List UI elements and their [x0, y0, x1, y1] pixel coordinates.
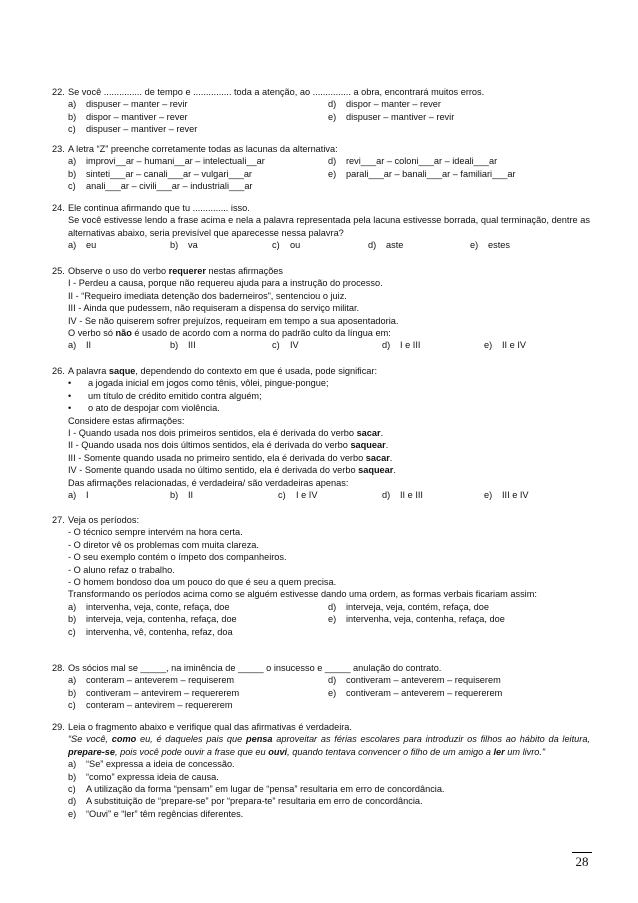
period-line: - O diretor vê os problemas com muita clareza.: [68, 539, 259, 550]
question-28: 28. Os sócios mal se _____, na iminência de _____ o insucesso e _____ anulação do contrato. a) conteram – anteverem – requiserem d) contiveram – anteverem – requiserem b) contiveram – antevirem – requererem e) contiveram – anteverem – requererem c) conteram – antevirem – requererem: [52, 663, 503, 711]
question-stem: Os sócios mal se _____, na iminência de _____ o insucesso e _____ anulação do contrato.: [68, 663, 442, 673]
question-number: 22.: [52, 87, 65, 97]
bullet-icon: •: [68, 403, 72, 414]
question-conclusion: Das afirmações relacionadas, é verdadeira/ são verdadeiras apenas:: [68, 477, 349, 488]
question-23: 23. A letra “Z” preenche corretamente todas as lacunas da alternativa: a) improvi__ar – humani__ar – intelectuali__ar d) revi___ar – coloni___ar – ideali___ar b) sinteti___ar – canali___ar – vulgari___ar e) parali___ar – banali___ar – familiari___ar c) anali___ar – civili___ar – industriali___ar: [52, 144, 516, 192]
question-27: 27. Veja os períodos: - O técnico sempre intervém na hora certa. - O diretor vê os problemas com muita clareza. - O seu exemplo contém o ímpeto dos companheiros. - O aluno refaz o trabalho. - O homem bondoso doa um pouco do que é seu a quem precisa. Transformando os períodos acima como se alguém estivesse dando uma ordem, as formas verbais ficariam assim: a) intervenha, veja, conte, refaça, doe d) interveja, veja, contém, refaça, doe b) interveja, veja, contenha, refaça, doe e) intervenha, veja, contenha, refaça, doe c) intervenha, vê, contenha, refaz, doa: [52, 514, 592, 638]
statement-1: I - Quando usada nos dois primeiros sentidos, ela é derivada do verbo sacar.: [68, 427, 384, 438]
question-paragraph: Se você estivesse lendo a frase acima e nela a palavra representada pela lacuna estivesse borrada, qual terminação, dentre as alternativas abaixo, seria previsível que aparecesse nessa palavra?: [68, 215, 590, 238]
question-number: 25.: [52, 266, 65, 276]
quote-fragment: “Se você, como eu, é daqueles pais que pensa aproveitar as férias escolares para introduzir os filhos ao hábito da leitura, prepare-se, pois você pode ouvir a frase que eu ouvi, quando tentava convencer o filho de um amigo a ler um livro.”: [68, 734, 590, 757]
question-number: 24.: [52, 203, 65, 213]
question-stem: A letra “Z” preenche corretamente todas as lacunas da alternativa:: [68, 144, 338, 154]
statement-1: I - Perdeu a causa, porque não requereu ajuda para a instrução do processo.: [68, 278, 383, 289]
statement-4: IV - Se não quiserem sofrer prejuízos, requeiram em tempo a sua aposentadoria.: [68, 315, 399, 326]
question-number: 23.: [52, 144, 65, 154]
question-conclusion: O verbo só não é usado de acordo com a norma do padrão culto da língua em:: [68, 327, 391, 338]
question-26: 26. A palavra saque, dependendo do contexto em que é usada, pode significar: • a jogada inicial em jogos como tênis, vôlei, pingue-pongue; • um título de crédito emitido contra alguém; • o ato de despojar com violência. Considere estas afirmações: I - Quando usada nos dois primeiros sentidos, ela é derivada do verbo sacar. II - Quando usada nos dois últimos sentidos, ela é derivada do verbo saquear. III - Somente quando usada no primeiro sentido, ela é derivada do verbo sacar. IV - Somente quando usada no último sentido, ela é derivada do verbo saquear. Das afirmações relacionadas, é verdadeira/ são verdadeiras apenas: a) I b) II c) I e IV d) II e III e) III e IV: [52, 366, 529, 500]
question-number: 27.: [52, 515, 65, 525]
question-stem: Leia o fragmento abaixo e verifique qual das afirmativas é verdadeira.: [68, 722, 352, 732]
question-number: 28.: [52, 663, 65, 673]
statement-2: II - “Requeiro imediata detenção dos baderneiros”, sentenciou o juiz.: [68, 290, 347, 301]
bullet-item: um título de crédito emitido contra alguém;: [88, 390, 262, 401]
question-22: 22. Se você ............... de tempo e ............... toda a atenção, ao ............... a obra, encontrará muitos erros. a) dispuser – manter – revir d) dispor – manter – rever b) dispor – mantiver – rever e) dispuser – mantiver – revir c) dispuser – mantiver – rever: [52, 87, 485, 135]
question-stem: Se você ............... de tempo e ............... toda a atenção, ao ............... a obra, encontrará muitos erros.: [68, 87, 485, 97]
period-line: - O aluno refaz o trabalho.: [68, 564, 175, 575]
bullet-icon: •: [68, 378, 72, 389]
page-number: 28: [572, 852, 592, 870]
period-line: - O homem bondoso doa um pouco do que é seu a quem precisa.: [68, 576, 337, 587]
statement-3: III - Somente quando usada no primeiro sentido, ela é derivada do verbo sacar.: [68, 452, 393, 463]
bullet-item: o ato de despojar com violência.: [88, 403, 220, 414]
consider-label: Considere estas afirmações:: [68, 415, 185, 426]
question-stem: Observe o uso do verbo requerer nestas afirmações: [68, 266, 284, 276]
question-24: 24. Ele continua afirmando que tu .............. isso. Se você estivesse lendo a frase acima e nela a palavra representada pela lacuna estivesse borrada, qual terminação, dentre as alternativas abaixo, seria previsível que aparecesse nessa palavra? a) eu b) va c) ou d) aste e) estes: [52, 203, 590, 251]
period-line: - O seu exemplo contém o ímpeto dos companheiros.: [68, 552, 287, 563]
question-stem: Veja os períodos:: [68, 515, 139, 525]
question-25: 25. Observe o uso do verbo requerer nestas afirmações I - Perdeu a causa, porque não requereu ajuda para a instrução do processo. II - “Requeiro imediata detenção dos baderneiros”, sentenciou o juiz. III - Ainda que pudessem, não requiseram a dispensa do serviço militar. IV - Se não quiserem sofrer prejuízos, requeiram em tempo a sua aposentadoria. O verbo só não é usado de acordo com a norma do padrão culto da língua em: a) II b) III c) IV d) I e III e) II e IV: [52, 266, 527, 351]
period-line: - O técnico sempre intervém na hora certa.: [68, 527, 243, 538]
question-29: 29. Leia o fragmento abaixo e verifique qual das afirmativas é verdadeira. “Se você, como eu, é daqueles pais que pensa aproveitar as férias escolares para introduzir os filhos ao hábito da leitura, prepare-se, pois você pode ouvir a frase que eu ouvi, quando tentava convencer o filho de um amigo a ler um livro.” a) “Se” expressa a ideia de concessão. b) “como” expressa ideia de causa. c) A utilização da forma “pensam” em lugar de “pensa” resultaria em erro de concordância. d) A substituição de “prepare-se” por “prepara-te” resultaria em erro de concordância. e) “Ouvi” e “ler” têm regências diferentes.: [52, 722, 590, 819]
question-number: 29.: [52, 722, 65, 732]
bullet-item: a jogada inicial em jogos como tênis, vôlei, pingue-pongue;: [88, 378, 329, 389]
statement-3: III - Ainda que pudessem, não requiseram a dispensa do serviço militar.: [68, 303, 360, 314]
statement-2: II - Quando usada nos dois últimos sentidos, ela é derivada do verbo saquear.: [68, 440, 389, 451]
bullet-icon: •: [68, 390, 72, 401]
question-stem: Ele continua afirmando que tu .............. isso.: [68, 203, 250, 213]
statement-4: IV - Somente quando usada no último sentido, ela é derivada do verbo saquear.: [68, 465, 396, 476]
question-stem: A palavra saque, dependendo do contexto em que é usada, pode significar:: [68, 366, 378, 376]
question-paragraph: Transformando os períodos acima como se alguém estivesse dando uma ordem, as formas verbais ficariam assim:: [68, 589, 537, 600]
question-number: 26.: [52, 366, 65, 376]
